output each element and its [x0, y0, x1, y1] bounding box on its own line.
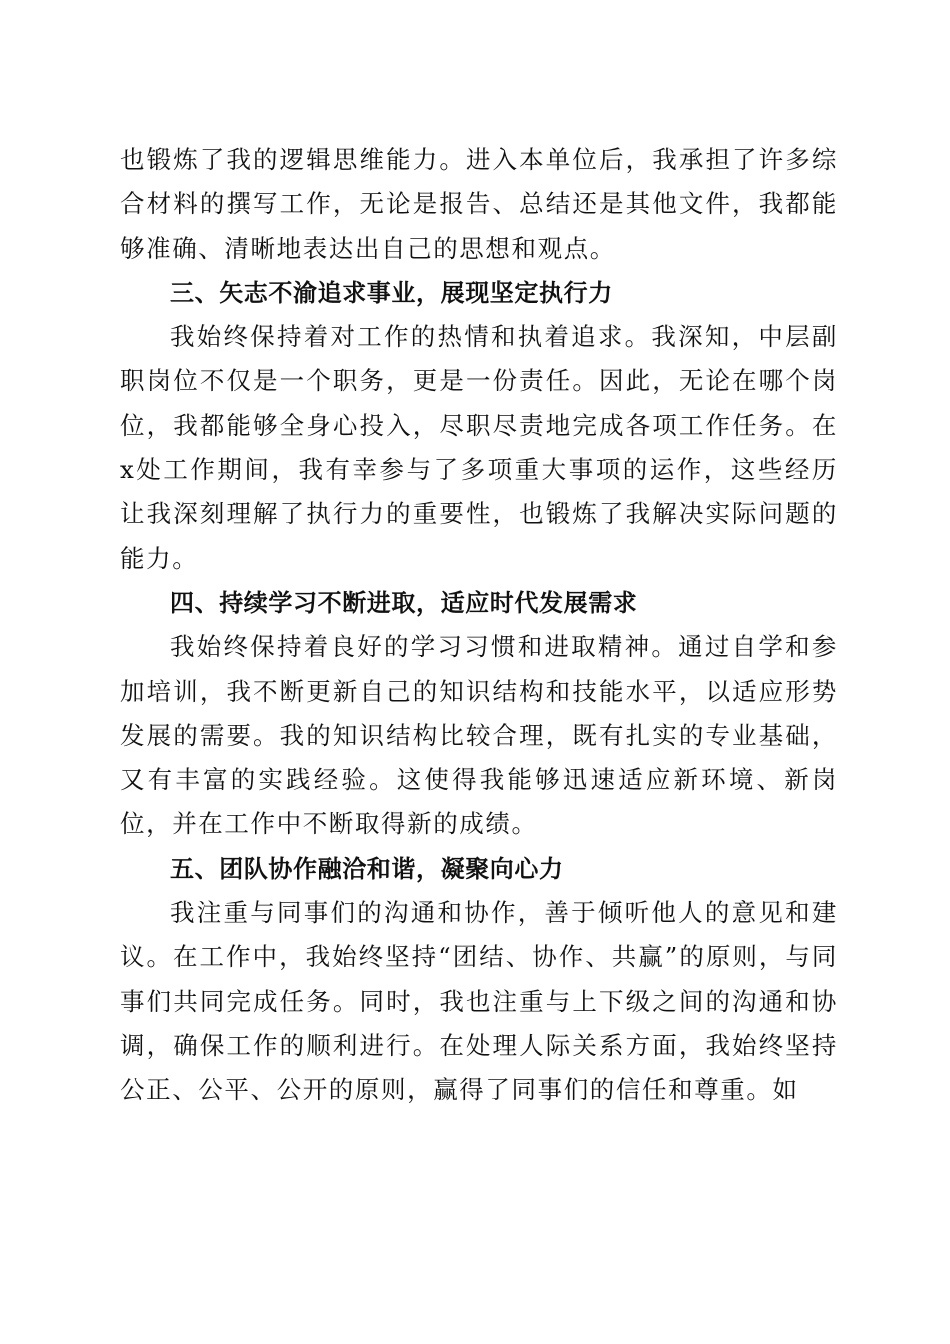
document-body — [120, 138, 838, 1113]
paragraph-continuation: 也锻炼了我的逻辑思维能力。进入本单位后，我承担了许多综合材料的撰写工作，无论是报告、总结还是其他文件，我都能够准确、清晰地表达出自己的思想和观点。 — [120, 145, 838, 263]
section-heading-5: 五、团队协作融洽和谐，凝聚向心力 — [170, 854, 564, 883]
paragraph-section-4: 我始终保持着良好的学习习惯和进取精神。通过自学和参加培训，我不断更新自己的知识结构和技能水平，以适应形势发展的需要。我的知识结构比较合理，既有扎实的专业基础，又有丰富的实践经验。这使得我能够迅速适应新环境、新岗位，并在工作中不断取得新的成绩。 — [120, 632, 838, 839]
section-heading-3: 三、矢志不渝追求事业，展现坚定执行力 — [170, 278, 613, 307]
paragraph-section-5: 我注重与同事们的沟通和协作，善于倾听他人的意见和建议。在工作中，我始终坚持“团结、协作、共赢”的原则，与同事们共同完成任务。同时，我也注重与上下级之间的沟通和协调，确保工作的顺利进行。在处理人际关系方面，我始终坚持公正、公平、公开的原则，赢得了同事们的信任和尊重。如 — [120, 898, 838, 1105]
section-heading-4: 四、持续学习不断进取，适应时代发展需求 — [170, 588, 638, 617]
paragraph-section-3: 我始终保持着对工作的热情和执着追求。我深知，中层副职岗位不仅是一个职务，更是一份责任。因此，无论在哪个岗位，我都能够全身心投入，尽职尽责地完成各项工作任务。在x处工作期间，我有幸参与了多项重大事项的运作，这些经历让我深刻理解了执行力的重要性，也锻炼了我解决实际问题的能力。 — [120, 322, 838, 573]
